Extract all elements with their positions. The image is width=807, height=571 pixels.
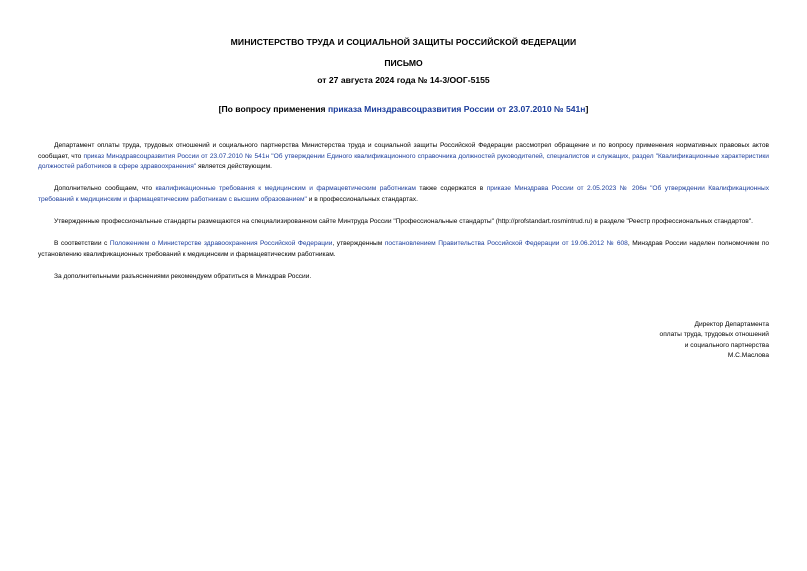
signature-title-line-1: Директор Департамента [694, 321, 769, 328]
paragraph-text: Утвержденные профессиональные стандарты размещаются на специализированном сайте Минтруда России "Профессиональные стандарты" (http://profstandart.rosmintrud.ru) в разделе "Реестр профессиональных стандартов". [54, 217, 753, 225]
order-541n-link[interactable]: приказ Минздравсоцразвития России от 23.07.2010 № 541н "Об утверждении Единого квалификационного справочника должностей руководителей, специалистов и служащих, раздел "Квалификационные характеристики должностей работников в сфере здравоохранения" [38, 152, 769, 171]
paragraph-text: является действующим. [196, 163, 272, 171]
ministry-heading: МИНИСТЕРСТВО ТРУДА И СОЦИАЛЬНОЙ ЗАЩИТЫ РОССИЙСКОЙ ФЕДЕРАЦИИ [230, 37, 577, 47]
signatory-name: М.С.Маслова [727, 352, 769, 360]
paragraph-4 [38, 239, 769, 260]
paragraph-text: , Минздрав России наделен полномочием по установлению квалификационных требований к медицинским и фармацевтическим работникам. [38, 240, 769, 258]
paragraph-text: За дополнительными разъяснениями рекомендуем обратиться в Минздрав России. [54, 272, 312, 280]
paragraph-text: В соответствии с [54, 240, 110, 248]
paragraph-text: , утвержденным [332, 240, 385, 248]
paragraph-text: и в профессиональных стандартах. [306, 195, 418, 203]
government-decree-608-link[interactable]: постановлением Правительства Российской Федерации от 19.06.2012 № 608 [384, 240, 628, 248]
qualification-requirements-link[interactable]: квалификационные требования к медицинским и фармацевтическим работникам [155, 185, 416, 193]
paragraph-text: Департамент оплаты труда, трудовых отношений и социального партнерства Министерства труда и социальной защиты Российской Федерации рассмотрел обращение и по вопросу применения нормативных правовых актов сообщает, что [38, 142, 769, 160]
order-206n-link[interactable]: приказе Минздрава России от 2.05.2023 № 206н "Об утверждении Квалификационных требований к медицинским и фармацевтическим работникам с высшим образованием" [38, 185, 769, 203]
paragraph-1 [38, 141, 769, 173]
subject-prefix: [По вопросу применения [218, 104, 328, 114]
signature-title-line-2: оплаты труда, трудовых отношений [659, 331, 769, 339]
subject-order-link[interactable]: приказа Минздравсоцразвития России от 23.07.2010 № 541н [327, 104, 586, 114]
subject-suffix: ] [585, 104, 589, 114]
ministry-regulation-link[interactable]: Положением о Министерстве здравоохранения Российской Федерации [109, 240, 333, 248]
letter-body [38, 141, 769, 294]
document-date-number: от 27 августа 2024 года № 14-3/ООГ-5155 [317, 75, 490, 85]
paragraph-3 [38, 217, 769, 228]
paragraph-text: также содержатся в [415, 185, 487, 193]
signature-title-line-3: и социального партнерства [684, 341, 769, 349]
paragraph-2 [38, 184, 769, 205]
document-subject [0, 104, 807, 114]
paragraph-5 [38, 272, 769, 283]
paragraph-text: Дополнительно сообщаем, что [54, 185, 156, 193]
signature-block [660, 320, 769, 362]
document-type: ПИСЬМО [384, 58, 423, 68]
